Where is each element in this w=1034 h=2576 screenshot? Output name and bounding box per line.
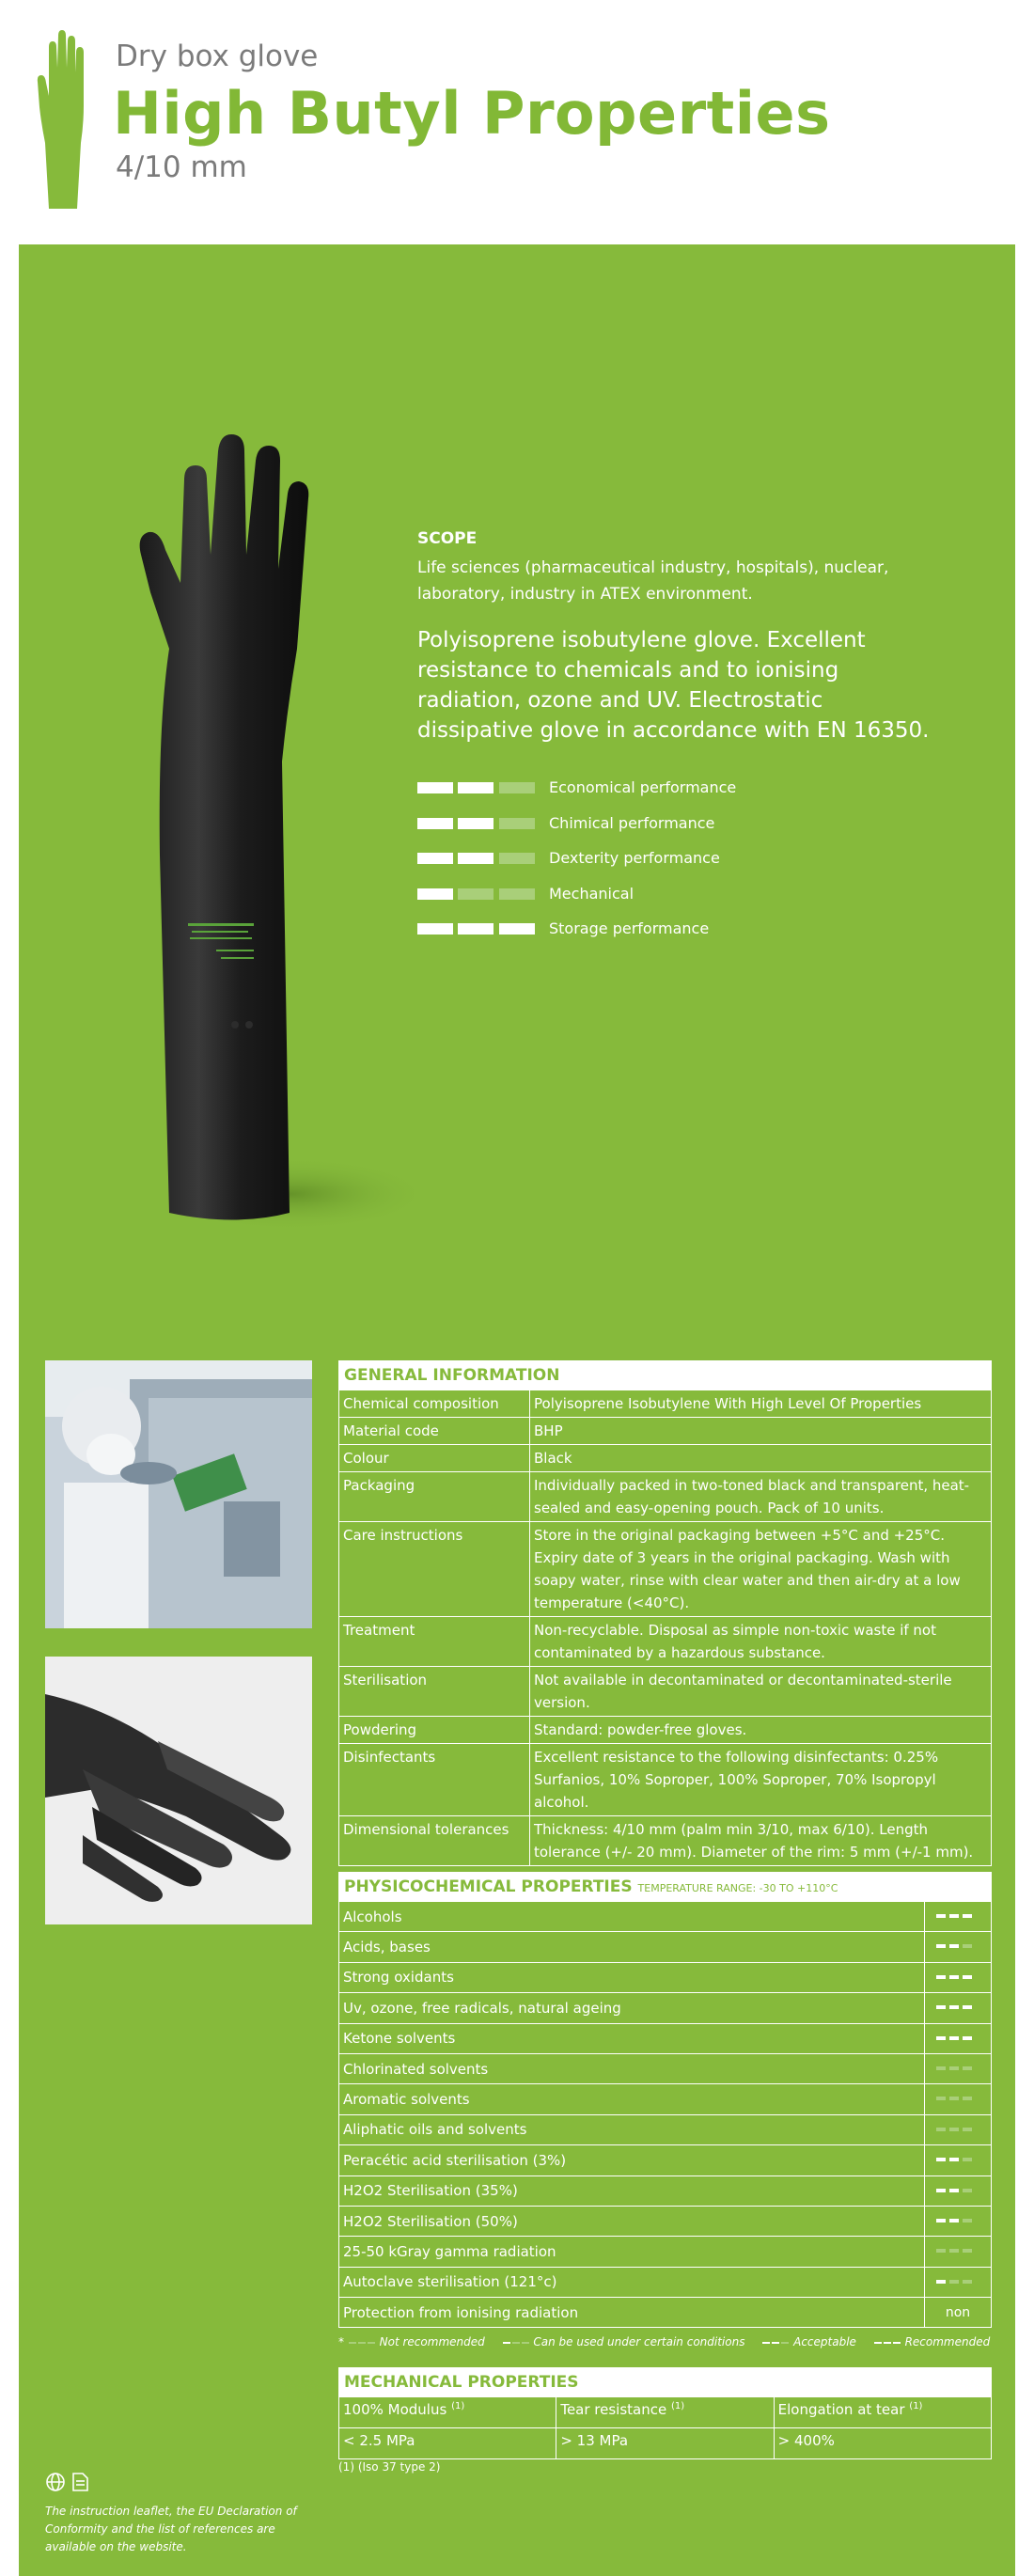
table-row [339,1417,991,1444]
content-panel [19,244,1015,2576]
rating-segment [458,782,494,793]
rating-segment [936,2036,946,2040]
table-row [339,2114,991,2144]
performance-list [417,778,944,959]
rating-segment [417,923,453,935]
footer-icons [45,2471,102,2493]
rating-segment [963,2066,972,2070]
tear-resistance-header [556,2397,774,2427]
page-title: High Butyl Properties [113,79,831,148]
property-rating [925,2237,991,2266]
rating-segment [949,2280,959,2284]
performance-rating [417,923,538,935]
performance-row [417,919,944,959]
rating-segment [963,1975,972,1979]
rating-segment [936,2249,946,2253]
row-label: Colour [339,1445,530,1471]
rating-segment [936,2280,946,2284]
property-label: Chlorinated solvents [339,2054,925,2083]
table-row [339,2053,991,2083]
row-label: Dimensional tolerances [339,1816,530,1865]
footnote-ref: (1) [909,2401,923,2411]
rating-segment [949,1914,959,1918]
row-value: Thickness: 4/10 mm (palm min 3/10, max 6/10). Length tolerance (+/- 20 mm). Diameter of the rim: 5 mm (+/-1 mm). [534,1821,974,1861]
property-label: Alcohols [339,1902,925,1931]
globe-icon [47,2474,64,2490]
property-rating [925,2084,991,2113]
footnote-text: (Iso 37 type 2) [357,2460,441,2474]
property-label: Peracétic acid sterilisation (3%) [339,2145,925,2175]
rating-segment [417,853,453,864]
row-value: Excellent resistance to the following disinfectants: 0.25% Surfanios, 10% Soproper, 100% Soproper, 70% Isopropyl alcohol. [534,1749,939,1811]
performance-rating [417,853,538,864]
legend-text: Acceptable [793,2335,856,2348]
row-label: Disinfectants [339,1744,530,1815]
row-label: Care instructions [339,1522,530,1616]
table-row [339,1815,991,1865]
rating-segment [963,2128,972,2131]
property-rating [925,1993,991,2022]
table-row [339,2206,991,2236]
property-rating [925,2024,991,2053]
rating-segment [499,888,535,900]
table-row [339,1716,991,1743]
glove-logo-icon [32,30,90,209]
mechanical-value-row [339,2427,991,2458]
table-row [339,1962,991,1992]
performance-rating [417,888,538,900]
row-label: Chemical composition [339,1390,530,1417]
property-label: 25-50 kGray gamma radiation [339,2237,925,2266]
rating-segment [949,2189,959,2192]
row-label: Sterilisation [339,1667,530,1716]
footnote-ref: (1) [338,2460,354,2474]
rating-segment [936,2005,946,2009]
row-label: Powdering [339,1717,530,1743]
property-label: Ketone solvents [339,2024,925,2053]
table-row [339,1616,991,1666]
legend-acceptable [761,2335,856,2348]
row-value: Store in the original packaging between +5°C and +25°C. Expiry date of 3 years in the original packaging. Wash with soapy water, rinse with clear water and then air-dry at a low temperature (<40°C). [534,1527,961,1611]
performance-row [417,778,944,818]
performance-row [417,884,944,924]
table-row [339,1743,991,1815]
rating-segment [417,888,453,900]
table-row [339,1931,991,1961]
property-label: H2O2 Sterilisation (50%) [339,2207,925,2236]
rating-segment [963,2219,972,2223]
legend-text: Can be used under certain conditions [533,2335,745,2348]
rating-segment [936,2128,946,2131]
mechanical-properties-table [338,2367,992,2459]
table-row [339,1390,991,1417]
row-value: Polyisoprene Isobutylene With High Level Of Properties [534,1395,922,1412]
legend-star: * [338,2335,344,2348]
table-row [339,2083,991,2113]
scope-text: Life sciences (pharmaceutical industry, hospitals), nuclear, laboratory, industry in ATEX environment. [417,558,889,604]
row-label: Material code [339,1418,530,1444]
table-row [339,2267,991,2297]
footer-note: The instruction leaflet, the EU Declaration of Conformity and the list of references are available on the website. [45,2505,297,2553]
rating-segment [499,818,535,829]
rating-segment [417,818,453,829]
rating-segment [949,2128,959,2131]
property-rating [925,1932,991,1961]
rating-segment [949,2066,959,2070]
elongation-value: > 400% [777,2432,835,2449]
row-value: Individually packed in two-toned black and transparent, heat-sealed and easy-opening pouch. Pack of 10 units. [534,1477,970,1516]
property-label: Aromatic solvents [339,2084,925,2113]
scope-label: SCOPE [417,529,478,548]
general-information-heading: GENERAL INFORMATION [339,1361,991,1390]
rating-segment [499,782,535,793]
rating-segment [936,2097,946,2100]
elongation-header [775,2397,991,2427]
product-category: Dry box glove [116,39,319,73]
table-row [339,1992,991,2022]
rating-segment [963,1944,972,1948]
tear-resistance-value: > 13 MPa [556,2428,774,2458]
performance-label: Storage performance [549,919,710,937]
performance-label: Chimical performance [549,813,715,832]
rating-segment [963,1914,972,1918]
physicochemical-heading [339,1873,991,1901]
legend-text: Recommended [904,2335,991,2348]
legend-certain-conditions [502,2335,745,2348]
rating-segment [417,782,453,793]
property-label: Strong oxidants [339,1963,925,1992]
property-rating-text: non [945,2304,971,2320]
thickness: 4/10 mm [116,150,247,184]
black-glove-image [132,367,414,1344]
property-label: Protection from ionising radiation [339,2298,925,2327]
table-row [339,2023,991,2053]
rating-segment [936,1975,946,1979]
row-label: Treatment [339,1617,530,1666]
performance-rating [417,818,538,829]
header-text: Tear resistance [560,2401,667,2418]
rating-segment [963,2249,972,2253]
rating-segment [963,2097,972,2100]
performance-row [417,849,944,888]
rating-segment [949,1975,959,1979]
rating-segment [458,888,494,900]
property-rating [925,1902,991,1931]
property-rating [925,2145,991,2175]
laboratory-photo [45,1360,312,1628]
rating-segment [949,2219,959,2223]
footnote-ref: (1) [671,2401,685,2411]
table-row [339,1666,991,1716]
table-row [339,1444,991,1471]
property-rating [925,1963,991,1992]
table-row [339,2236,991,2266]
property-label: Aliphatic oils and solvents [339,2115,925,2144]
rating-segment [949,2158,959,2161]
rating-segment [949,1944,959,1948]
rating-segment [458,853,494,864]
gloves-photo [45,1657,312,1924]
table-row [339,2175,991,2206]
product-description: Polyisoprene isobutylene glove. Excellent resistance to chemicals and to ionising radiation, ozone and UV. Electrostatic dissipative glove in accordance with EN 16350. [417,628,930,743]
table-row [339,2144,991,2175]
property-label: Uv, ozone, free radicals, natural ageing [339,1993,925,2022]
row-value: Non-recyclable. Disposal as simple non-toxic waste if not contaminated by a hazardous substance. [534,1622,936,1661]
performance-rating [417,782,538,793]
rating-segment [949,2249,959,2253]
rating-segment [936,2219,946,2223]
physicochemical-table [338,1872,992,2328]
temperature-range: TEMPERATURE RANGE: -30 TO +110°C [637,1882,838,1894]
rating-legend [338,2335,992,2348]
property-label: H2O2 Sterilisation (35%) [339,2176,925,2206]
row-value: Black [534,1450,572,1467]
rating-segment [458,818,494,829]
table-row [339,1901,991,1931]
row-value: Not available in decontaminated or decontaminated-sterile version. [534,1672,952,1711]
performance-label: Dexterity performance [549,849,720,867]
performance-label: Mechanical [549,884,634,903]
general-information-table [338,1360,992,1866]
rating-segment [936,1944,946,1948]
legend-recommended [873,2335,990,2348]
mechanical-heading: MECHANICAL PROPERTIES [339,2368,991,2396]
property-label: Acids, bases [339,1932,925,1961]
legend-text: Not recommended [379,2335,485,2348]
rating-segment [949,2036,959,2040]
physicochemical-rows [339,1901,991,2327]
rating-segment [499,853,535,864]
document-icon [73,2474,87,2490]
header-text: 100% Modulus [343,2401,447,2418]
row-value: Standard: powder-free gloves. [534,1721,747,1738]
property-label: Autoclave sterilisation (121°c) [339,2268,925,2297]
modulus-header [339,2397,556,2427]
property-rating [925,2207,991,2236]
physicochemical-title: PHYSICOCHEMICAL PROPERTIES [344,1877,633,1896]
property-rating [925,2298,991,2327]
table-row [339,1521,991,1616]
property-rating [925,2054,991,2083]
rating-segment [963,2189,972,2192]
header-text: Elongation at tear [777,2401,905,2418]
property-rating [925,2268,991,2297]
row-value: BHP [534,1422,563,1439]
rating-segment [936,1914,946,1918]
performance-label: Economical performance [549,778,737,796]
mechanical-header-row [339,2396,991,2427]
performance-row [417,813,944,854]
table-row [339,2297,991,2327]
footnote-ref: (1) [451,2401,465,2411]
rating-segment [458,923,494,935]
rating-segment [936,2066,946,2070]
table-row [339,1471,991,1521]
rating-segment [499,923,535,935]
rating-segment [963,2158,972,2161]
property-rating [925,2115,991,2144]
rating-segment [963,2280,972,2284]
mechanical-footnote [338,2460,440,2474]
property-rating [925,2176,991,2206]
rating-segment [963,2005,972,2009]
rating-segment [949,2097,959,2100]
legend-not-recommended [348,2335,485,2348]
row-label: Packaging [339,1472,530,1521]
header [0,0,1034,244]
rating-segment [963,2036,972,2040]
rating-segment [936,2158,946,2161]
rating-segment [949,2005,959,2009]
rating-segment [936,2189,946,2192]
modulus-value: < 2.5 MPa [339,2428,556,2458]
